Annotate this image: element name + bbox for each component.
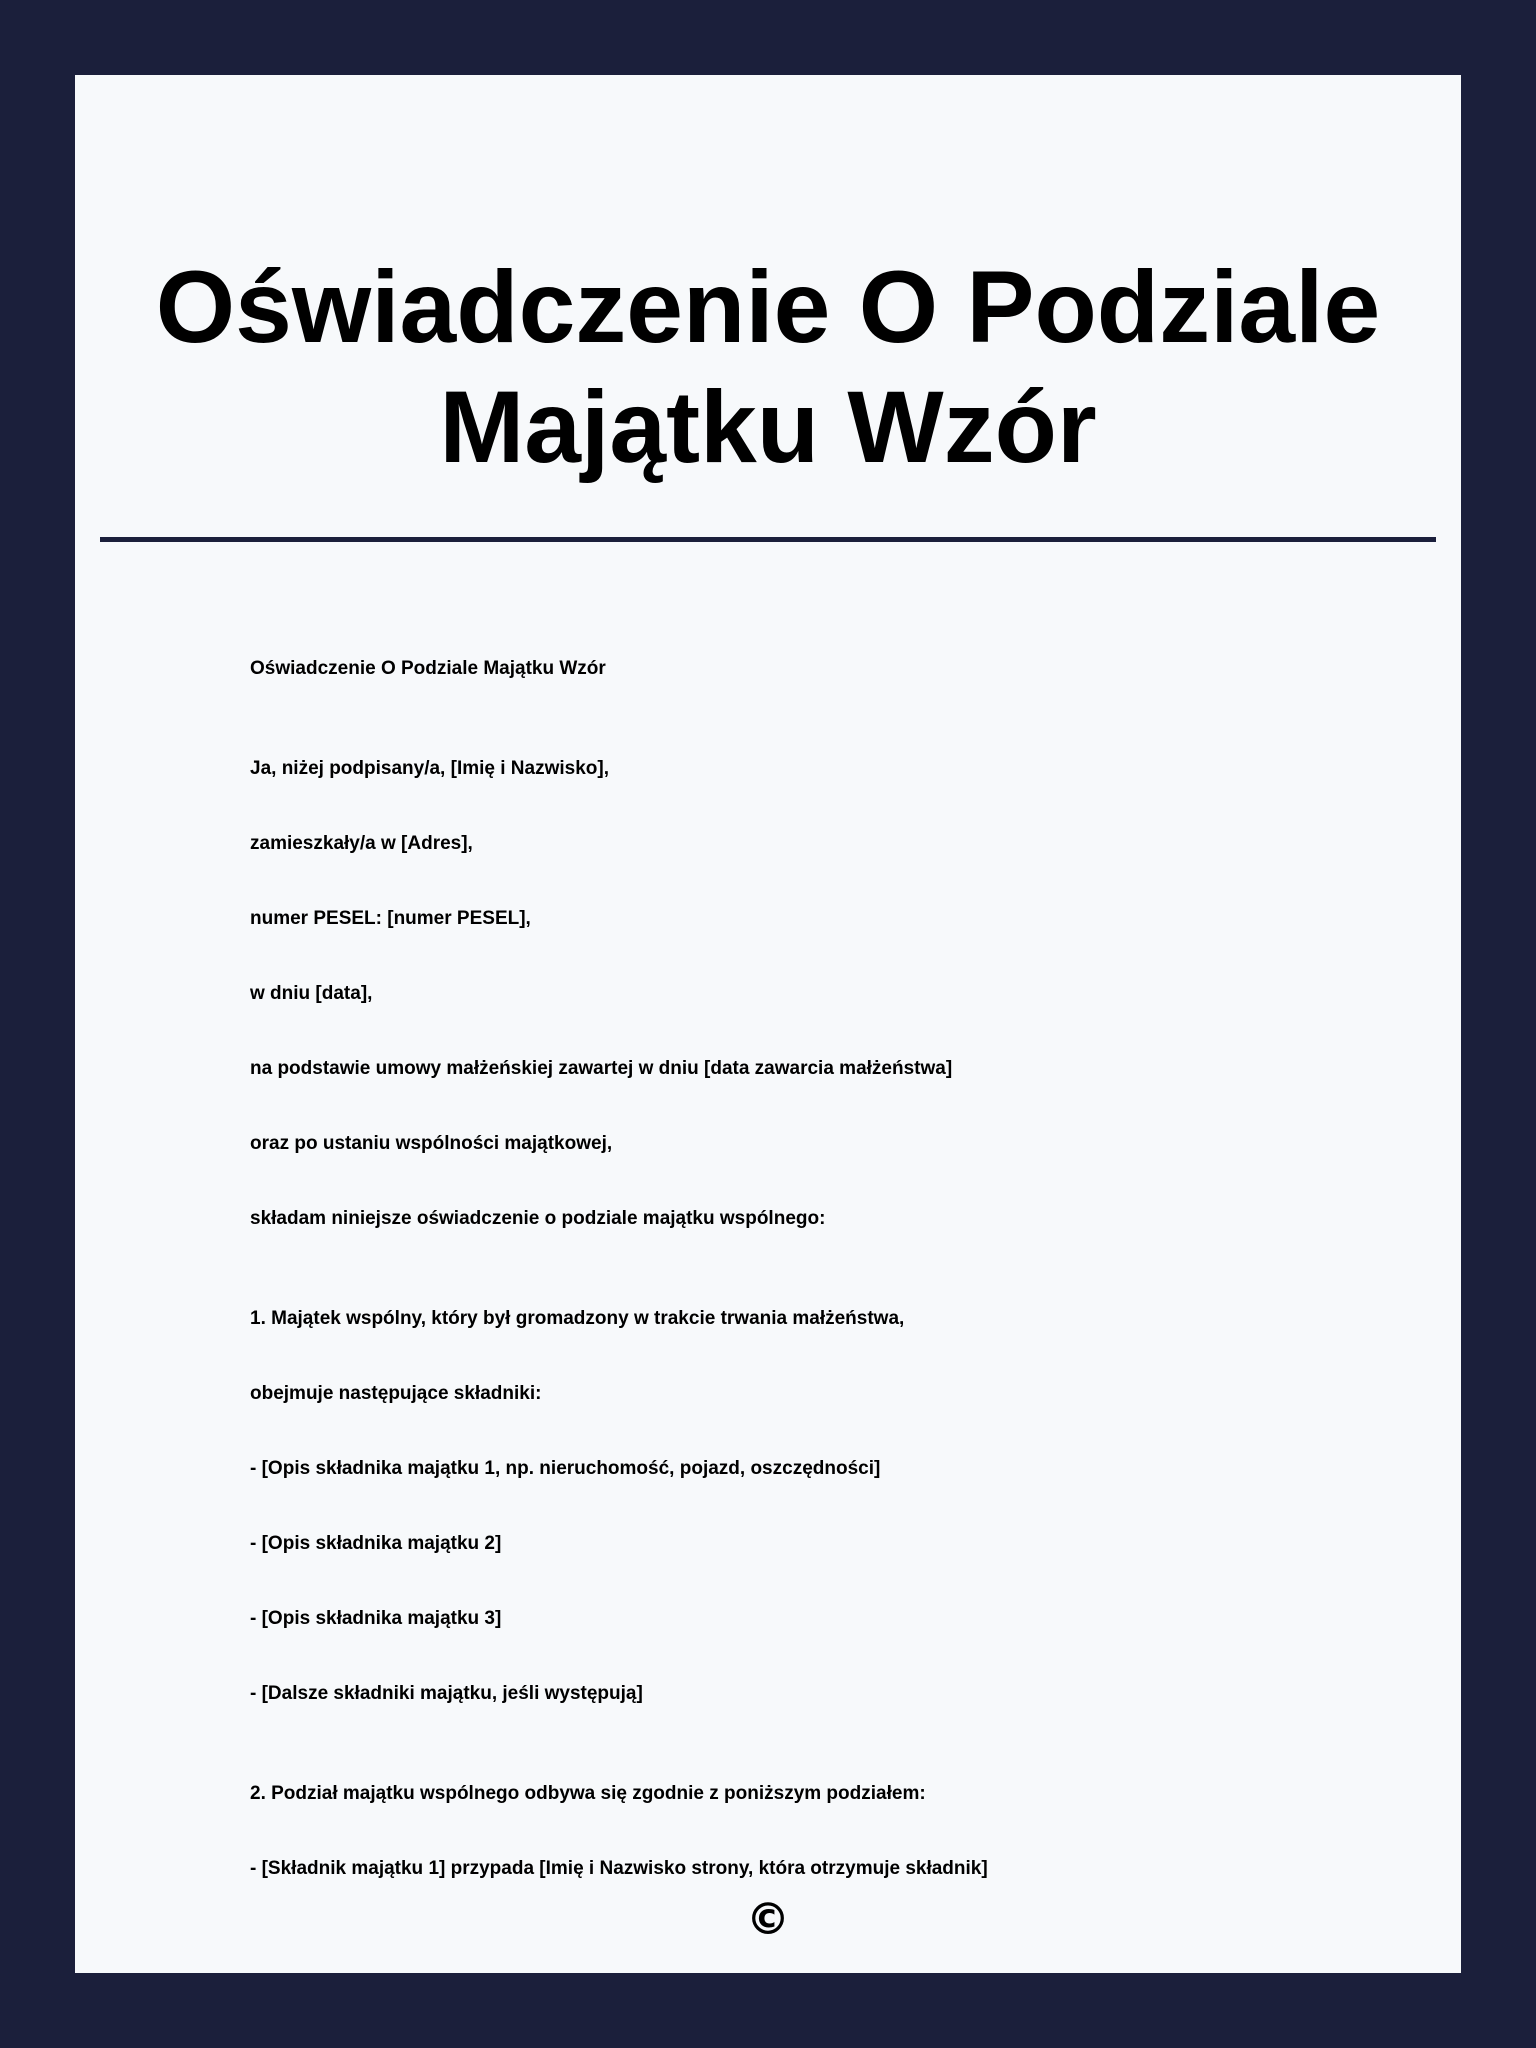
body-line: składam niniejsze oświadczenie o podziale majątku wspólnego:: [250, 1208, 826, 1229]
title-line-2: Majątku Wzór: [439, 370, 1097, 484]
list-item: - [Składnik majątku 1] przypada [Imię i Nazwisko strony, która otrzymuje składnik]: [250, 1858, 988, 1879]
copyright-icon: ©: [746, 1894, 790, 1945]
body-line: 1. Majątek wspólny, który był gromadzony w trakcie trwania małżeństwa,: [250, 1308, 905, 1329]
list-item: - [Opis składnika majątku 3]: [250, 1608, 502, 1629]
body-line: w dniu [data],: [250, 983, 373, 1004]
list-item: - [Dalsze składniki majątku, jeśli występują]: [250, 1683, 643, 1704]
document-title: [75, 247, 1461, 487]
list-item: - [Opis składnika majątku 2]: [250, 1533, 502, 1554]
body-line: na podstawie umowy małżeńskiej zawartej w dniu [data zawarcia małżeństwa]: [250, 1058, 953, 1079]
title-divider: [100, 537, 1436, 542]
list-item: - [Opis składnika majątku 1, np. nieruchomość, pojazd, oszczędności]: [250, 1458, 881, 1479]
body-line: zamieszkały/a w [Adres],: [250, 833, 473, 854]
body-line: numer PESEL: [numer PESEL],: [250, 908, 531, 929]
body-heading: Oświadczenie O Podziale Majątku Wzór: [250, 658, 606, 679]
body-line: oraz po ustaniu wspólności majątkowej,: [250, 1133, 613, 1154]
body-line: obejmuje następujące składniki:: [250, 1383, 542, 1404]
body-line: 2. Podział majątku wspólnego odbywa się zgodnie z poniższym podziałem:: [250, 1783, 926, 1804]
body-line: Ja, niżej podpisany/a, [Imię i Nazwisko],: [250, 758, 609, 779]
title-line-1: Oświadczenie O Podziale: [155, 250, 1381, 364]
document-page: [75, 75, 1461, 1973]
